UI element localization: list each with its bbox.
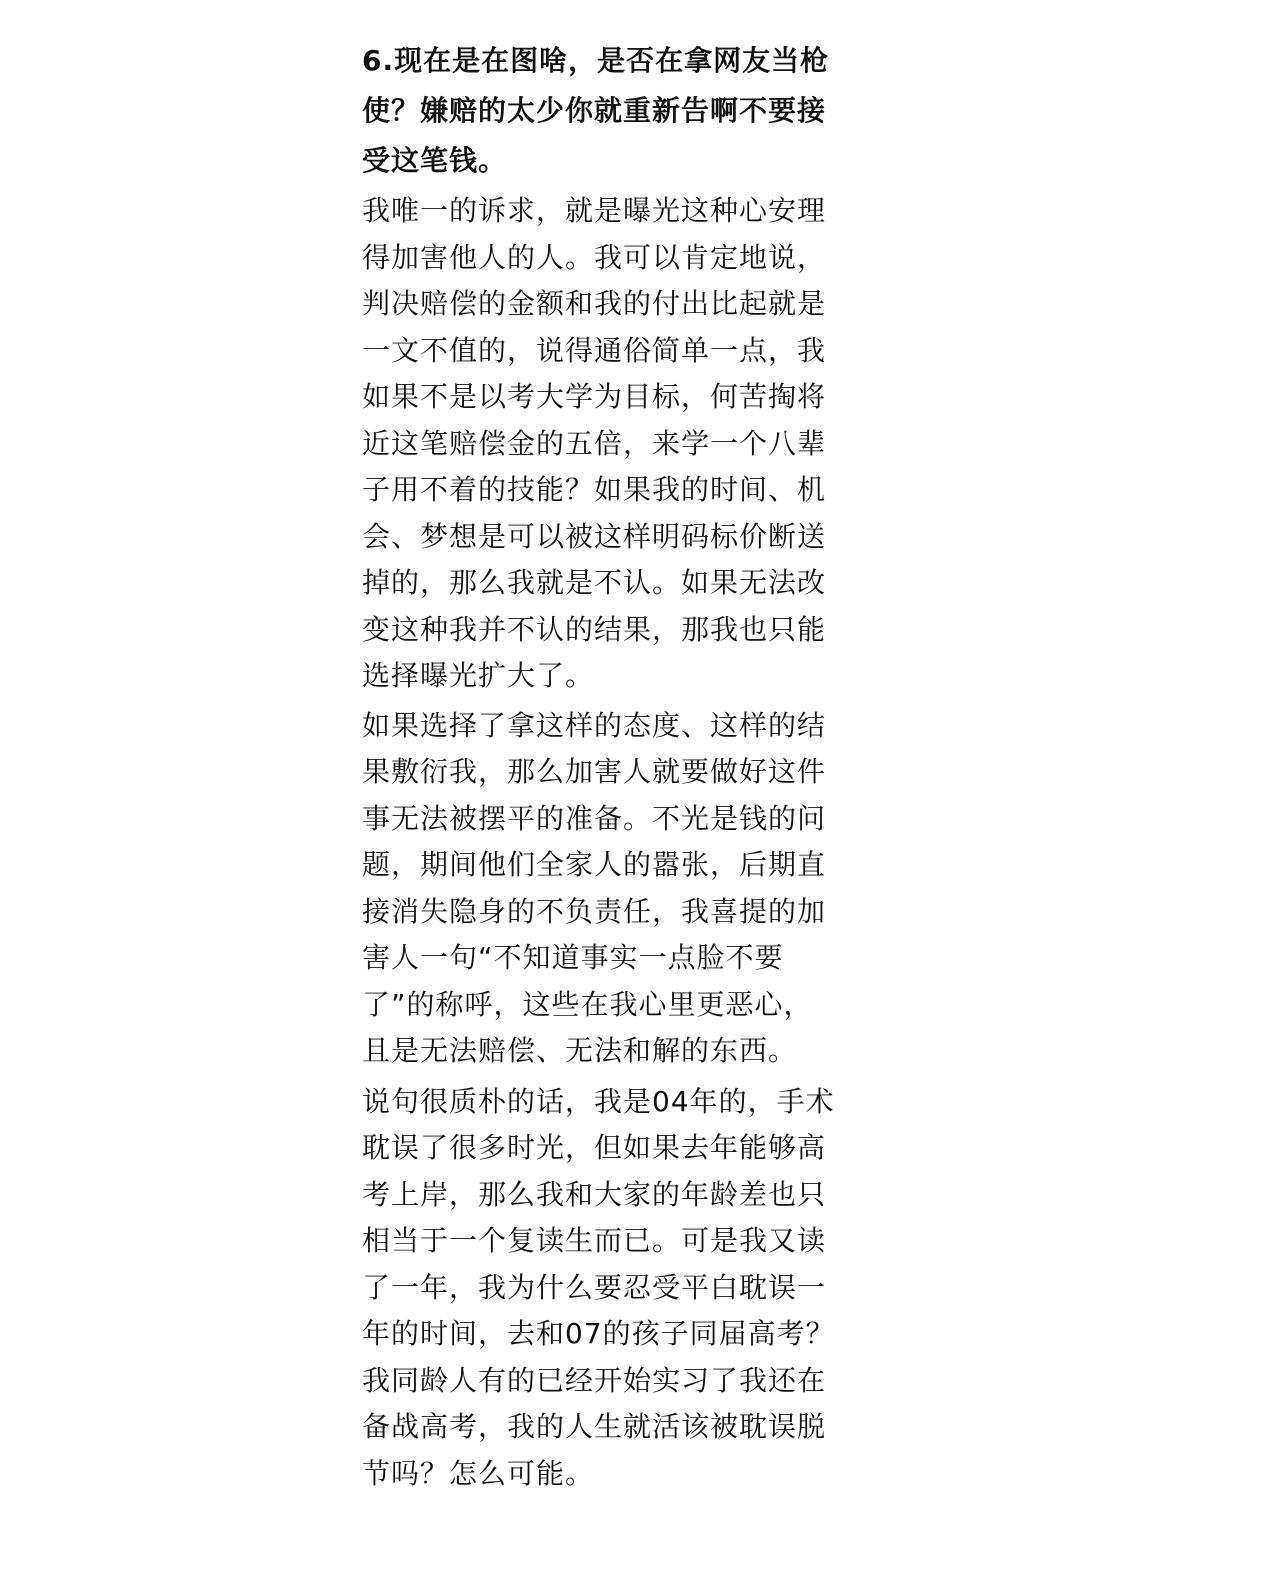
paragraph-line: 接消失隐身的不负责任，我喜提的加 — [362, 894, 827, 928]
answer-paragraph-3 — [362, 1079, 882, 1498]
answer-paragraph-2 — [362, 703, 882, 1075]
paragraph-line: 我同龄人有的已经开始实习了我还在 — [362, 1363, 827, 1397]
paragraph-line: 如果选择了拿这样的态度、这样的结 — [362, 708, 827, 742]
paragraph-line: 了”的称呼，这些在我心里更恶心， — [362, 987, 813, 1021]
paragraph-line: 耽误了很多时光，但如果去年能够高 — [362, 1131, 827, 1164]
question-heading — [362, 36, 882, 186]
question-line: 6.现在是在图啥，是否在拿网友当枪 — [362, 44, 830, 77]
paragraph-line: 近这笔赔偿金的五倍，来学一个八辈 — [362, 426, 827, 460]
paragraph-line: 考上岸，那么我和大家的年龄差也只 — [362, 1177, 827, 1211]
paragraph-line: 一文不值的，说得通俗简单一点，我 — [362, 333, 827, 367]
paragraph-line: 事无法被摆平的准备。不光是钱的问 — [362, 801, 827, 835]
paragraph-line: 且是无法赔偿、无法和解的东西。 — [362, 1034, 798, 1067]
paragraph-line: 得加害他人的人。我可以肯定地说， — [362, 240, 827, 274]
article-body — [362, 36, 882, 1497]
paragraph-line: 如果不是以考大学为目标，何苦掏将 — [362, 380, 827, 413]
paragraph-line: 子用不着的技能？如果我的时间、机 — [362, 473, 827, 506]
question-line: 使？嫌赔的太少你就重新告啊不要接 — [362, 94, 827, 127]
answer-paragraph-1 — [362, 188, 882, 700]
paragraph-line: 我唯一的诉求，就是曝光这种心安理 — [362, 194, 827, 227]
paragraph-line: 判决赔偿的金额和我的付出比起就是 — [362, 287, 827, 320]
paragraph-line: 年的时间，去和07的孩子同届高考？ — [362, 1317, 835, 1350]
question-line: 受这笔钱。 — [362, 144, 508, 177]
paragraph-line: 变这种我并不认的结果，那我也只能 — [362, 612, 827, 646]
paragraph-line: 相当于一个复读生而已。可是我又读 — [362, 1224, 827, 1257]
paragraph-line: 了一年，我为什么要忍受平白耽误一 — [362, 1270, 827, 1304]
paragraph-line: 会、梦想是可以被这样明码标价断送 — [362, 519, 827, 553]
paragraph-line: 节吗？怎么可能。 — [362, 1456, 595, 1490]
paragraph-line: 说句很质朴的话，我是04年的，手术 — [362, 1084, 835, 1118]
paragraph-line: 备战高考，我的人生就活该被耽误脱 — [362, 1410, 827, 1443]
paragraph-line: 题，期间他们全家人的嚣张，后期直 — [362, 848, 827, 881]
paragraph-line: 果敷衍我，那么加害人就要做好这件 — [362, 755, 827, 788]
paragraph-line: 选择曝光扩大了。 — [362, 659, 595, 692]
paragraph-line: 掉的，那么我就是不认。如果无法改 — [362, 566, 827, 599]
paragraph-line: 害人一句“不知道事实一点脸不要 — [362, 941, 784, 974]
